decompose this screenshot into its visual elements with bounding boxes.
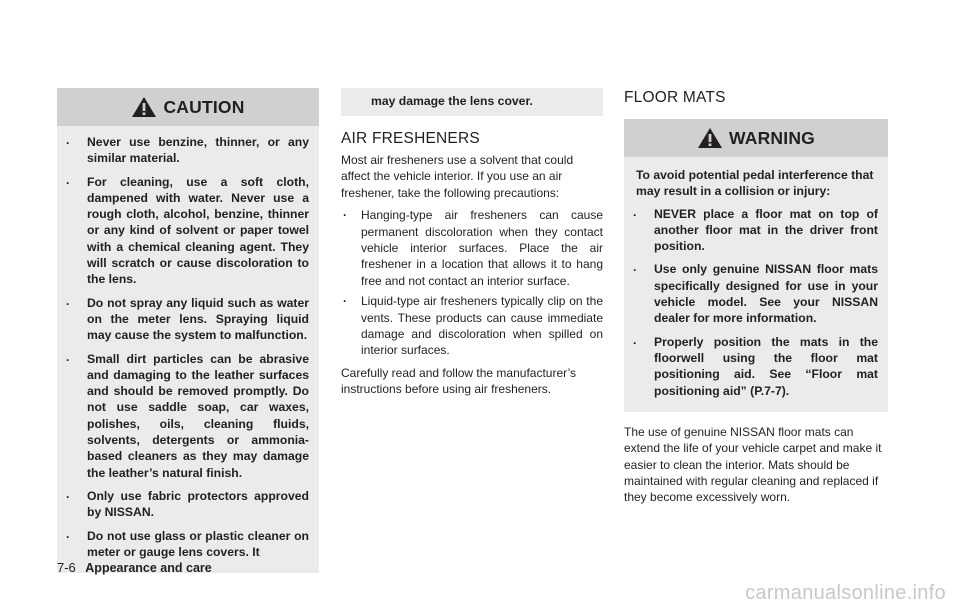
- caution-item: . Never use benzine, thinner, or any similar material.: [65, 134, 309, 167]
- watermark: carmanualsonline.info: [745, 582, 946, 604]
- caution-item: . Small dirt particles can be abrasive and damaging to the leather surfaces and should be removed promptly. Do not use saddle soap, car waxes, polishes, oils, cleaning fluids, solvents, detergents or ammonia-based cleaners as they may damage the leather’s natural finish.: [65, 351, 309, 481]
- caution-item: . Do not use glass or plastic cleaner on meter or gauge lens covers. It: [65, 528, 309, 561]
- warning-item: . Use only genuine NISSAN floor mats specifically designed for use in your vehicle model. See your NISSAN dealer for more information.: [632, 261, 878, 326]
- caution-item: . Do not spray any liquid such as water on the meter lens. Spraying liquid may cause the system to malfunction.: [65, 295, 309, 344]
- warning-list: [624, 204, 888, 412]
- warning-item: . NEVER place a floor mat on top of another floor mat in the driver front position.: [632, 206, 878, 255]
- caution-item: . Only use fabric protectors approved by NISSAN.: [65, 488, 309, 521]
- floor-mats-title: FLOOR MATS: [624, 89, 726, 106]
- caution-header: [57, 88, 319, 126]
- caution-item: . For cleaning, use a soft cloth, dampened with water. Never use a rough cloth, alcohol, benzine, thinner or any kind of solvent or paper towel with a chemical cleaning agent. They will scratch or cause discoloration to the lens.: [65, 174, 309, 288]
- air-fresheners-list: [341, 207, 603, 359]
- air-fresheners-closing: Carefully read and follow the manufacturer’s instructions before using air fresheners.: [341, 365, 577, 397]
- warning-header: [624, 119, 888, 157]
- page-number: 7-6: [57, 560, 76, 575]
- caution-title: CAUTION: [163, 96, 245, 117]
- warning-triangle-icon: [131, 96, 157, 118]
- page-footer: [57, 560, 212, 575]
- floor-mats-body: The use of genuine NISSAN floor mats can extend the life of your vehicle carpet and make it easier to clean the interior. Mats should be maintained with regular cleaning and replaced if they become excessively worn.: [624, 424, 882, 505]
- air-fresheners-title: AIR FRESHENERS: [341, 130, 480, 147]
- warning-box: [624, 119, 888, 412]
- air-fresheners-column: [341, 88, 603, 398]
- warning-title: WARNING: [729, 127, 815, 148]
- warning-item: . Properly position the mats in the floorwell using the floor mat positioning aid. See “Floor mat positioning aid” (P.7-7).: [632, 334, 878, 399]
- list-item: . Liquid-type air fresheners typically clip on the vents. These products can cause immediate damage and discoloration when spilled on interior surfaces.: [341, 293, 603, 359]
- caution-continuation: may damage the lens cover.: [341, 88, 603, 116]
- section-name: Appearance and care: [85, 561, 212, 575]
- warning-triangle-icon: [697, 127, 723, 149]
- list-item: . Hanging-type air fresheners can cause permanent discoloration when they contact vehicle interior surfaces. Place the air freshener in a location that allows it to hang free and not contact an interior surface.: [341, 207, 603, 289]
- warning-intro: To avoid potential pedal interference that may result in a collision or injury:: [636, 168, 874, 199]
- caution-box: [57, 88, 319, 573]
- floor-mats-column: [624, 88, 888, 506]
- air-fresheners-intro: Most air fresheners use a solvent that could affect the vehicle interior. If you use an air freshener, take the following precautions:: [341, 153, 574, 200]
- caution-list: [57, 126, 319, 573]
